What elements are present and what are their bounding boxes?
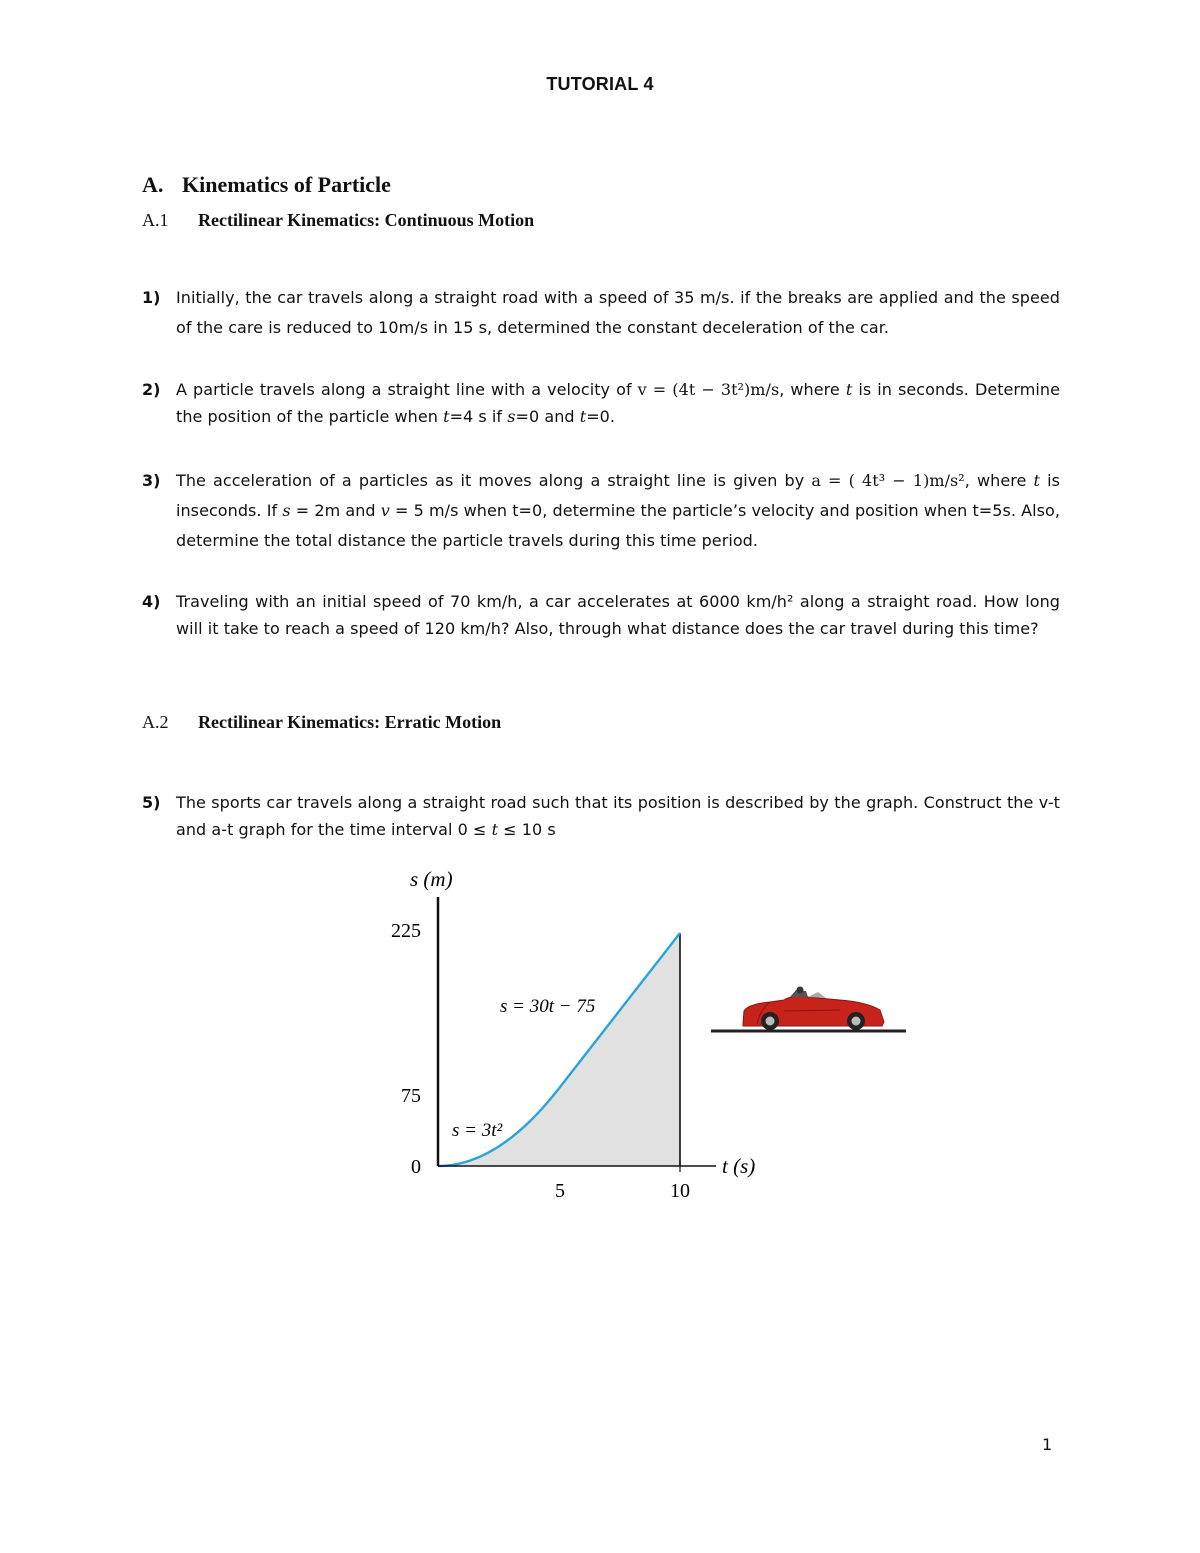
document-title: TUTORIAL 4: [546, 74, 654, 94]
section-a-label: A.: [142, 172, 164, 197]
curve-label-linear: s = 30t − 75: [500, 996, 596, 1017]
section-a-title: Kinematics of Particle: [182, 172, 391, 197]
x-axis-label: t (s): [722, 1154, 756, 1178]
y-tick-label: 225: [391, 920, 421, 942]
y-axis-label: s (m): [410, 867, 453, 891]
question-2-text-part: =0.: [586, 407, 616, 426]
curve-label-parabola: s = 3t²: [452, 1120, 503, 1141]
question-4-text: Traveling with an initial speed of 70 km/h, a car accelerates at 6000 km/h² along a straight road. How long will it take to reach a speed of 120 km/h? Also, through what distance does the car travel during this time?: [176, 592, 1060, 638]
question-2-math-var: s: [507, 407, 516, 426]
y-tick-label: 75: [401, 1085, 421, 1107]
x-tick-label: 5: [555, 1180, 565, 1202]
section-a1-label: A.1: [142, 210, 169, 230]
question-5-text-part: ≤ 10 s: [498, 820, 556, 839]
question-2-text-part: A particle travels along a straight line with a velocity of: [176, 380, 638, 399]
question-1-number: 1): [142, 288, 161, 307]
y-tick-label: 0: [411, 1156, 421, 1178]
question-5-text-part: The sports car travels along a straight road such that its position is described by the graph. Construct the v-t and a-t graph for the time interval 0 ≤: [176, 793, 1060, 839]
question-3-math-var: v: [380, 501, 390, 520]
question-1-text: Initially, the car travels along a straight road with a speed of 35 m/s. if the breaks are applied and the speed of the care is reduced to 10m/s in 15 s, determined the constant deceleration of the car.: [176, 288, 1060, 337]
question-2-math-var: t: [579, 407, 587, 426]
question-2-text-part: is in seconds. Determine the position of the particle when: [176, 380, 1060, 426]
question-2-math-var: t: [845, 380, 853, 399]
section-a1-title: Rectilinear Kinematics: Continuous Motion: [198, 210, 535, 230]
question-3-math-var: s: [282, 501, 291, 520]
question-2-velocity-equation: v = (4t − 3t²)m/s: [637, 380, 780, 399]
question-2-math-var: t: [443, 407, 450, 426]
question-5-number: 5): [142, 793, 161, 812]
question-2-text-part: =4 s if: [449, 407, 508, 426]
question-3-math-var: t: [1033, 471, 1040, 490]
section-a2-label: A.2: [142, 712, 169, 732]
question-2-text-part: =0 and: [515, 407, 580, 426]
question-3-text-part: , where: [964, 471, 1034, 490]
page-number: 1: [1042, 1435, 1053, 1454]
question-3-text-part: = 2m and: [290, 501, 381, 520]
question-4-number: 4): [142, 592, 161, 611]
x-tick-label: 10: [670, 1180, 690, 1202]
sports-car-icon: [711, 987, 906, 1032]
question-2-text-part: , where: [779, 380, 846, 399]
section-a2-title: Rectilinear Kinematics: Erratic Motion: [198, 712, 502, 732]
question-3-text-part: is inseconds. If: [176, 471, 1060, 520]
question-3-acceleration-equation: a = ( 4t³ − 1)m/s²: [811, 471, 965, 490]
question-3-text-part: = 5 m/s when t=0, determine the particle’s velocity and position when t=5s. Also, determine the total distance the particle travels during this time period.: [176, 501, 1060, 550]
question-5-math-var: t: [491, 820, 499, 839]
question-2-number: 2): [142, 380, 161, 399]
question-3-text-part: The acceleration of a particles as it moves along a straight line is given by: [176, 471, 812, 490]
question-3-number: 3): [142, 471, 161, 490]
